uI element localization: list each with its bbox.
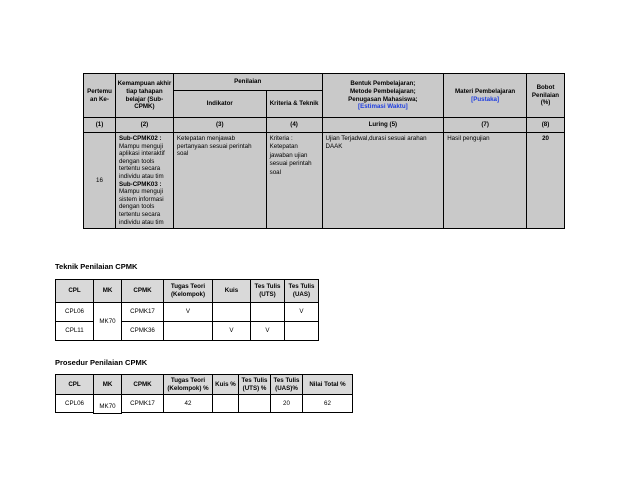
- materi-line1: Materi Pembelajaran: [455, 87, 516, 95]
- col-number: Luring (5): [322, 118, 444, 133]
- tugas-cell: 42: [164, 395, 213, 413]
- col-number: (8): [527, 118, 565, 133]
- prosedur-header: Tes Tulis (UTS) %: [239, 375, 271, 395]
- teknik-table: [55, 279, 319, 341]
- header-penilaian: Penilaian: [173, 74, 322, 91]
- uts-cell: [239, 395, 271, 413]
- teknik-header: Tes Tulis (UTS): [251, 280, 285, 303]
- cpl-cell: CPL06: [56, 395, 94, 413]
- teknik-header: MK: [94, 280, 122, 303]
- bentuk-line2: Metode Pembelajaran;: [350, 87, 416, 95]
- header-bobot: Bobot Penilaian (%): [527, 74, 565, 118]
- prosedur-header: Tes Tulis (UAS)%: [271, 375, 303, 395]
- cpmk-cell: CPMK17: [122, 303, 164, 322]
- table-row: [56, 303, 319, 322]
- bobot-value: 20: [527, 133, 565, 229]
- kuis-cell: V: [213, 322, 251, 341]
- prosedur-header: CPMK: [122, 375, 164, 395]
- table-row: [56, 395, 353, 413]
- sub-cpmk-cell: [115, 133, 173, 229]
- bentuk-line3: Penugasan Mahasiswa;: [348, 95, 418, 103]
- uts-cell: [251, 303, 285, 322]
- kuis-cell: [213, 395, 239, 413]
- prosedur-header: MK: [94, 375, 122, 395]
- teknik-header: CPMK: [122, 280, 164, 303]
- uts-cell: V: [251, 322, 285, 341]
- header-indikator: Indikator: [173, 91, 266, 118]
- header-materi: [444, 74, 527, 118]
- teknik-title: Teknik Penilaian CPMK: [55, 262, 138, 271]
- kuis-cell: [213, 303, 251, 322]
- uas-cell: 20: [271, 395, 303, 413]
- cpmk-cell: CPMK17: [122, 395, 164, 413]
- rps-table: [83, 73, 565, 229]
- teknik-header: Kuis: [213, 280, 251, 303]
- col-number: (2): [115, 118, 173, 133]
- teknik-header: CPL: [56, 280, 94, 303]
- materi-line2: [Pustaka]: [471, 95, 500, 103]
- materi-value: Hasil pengujian: [444, 133, 527, 229]
- col-number: (4): [266, 118, 322, 133]
- uas-cell: V: [285, 303, 319, 322]
- header-pertemuan: Pertemu an Ke-: [84, 74, 116, 118]
- mk-cell: MK70: [94, 395, 122, 414]
- prosedur-header: Tugas Teori (Kelompok) %: [164, 375, 213, 395]
- prosedur-title: Prosedur Penilaian CPMK: [55, 358, 148, 367]
- tugas-cell: V: [164, 303, 213, 322]
- header-kemampuan: Kemampuan akhir tiap tahapan belajar (Sub-CPMK): [115, 74, 173, 118]
- prosedur-header: CPL: [56, 375, 94, 395]
- teknik-header: Tugas Teori (Kelompok): [164, 280, 213, 303]
- cpl-cell: CPL06: [56, 303, 94, 322]
- sub-cpmk-text: Mampu menguji sistem informasi dengan tools tertentu secara individu atau tim: [118, 188, 164, 226]
- prosedur-table: [55, 374, 353, 414]
- sub-cpmk-text: Mampu menguji aplikasi interaktif dengan tools tertentu secara individu atau tim: [118, 142, 165, 180]
- prosedur-header: Nilai Total %: [303, 375, 353, 395]
- col-number: (7): [444, 118, 527, 133]
- cpl-cell: CPL11: [56, 322, 94, 341]
- total-cell: 62: [303, 395, 353, 413]
- cpmk-cell: CPMK36: [122, 322, 164, 341]
- col-number: (3): [173, 118, 266, 133]
- header-kriteria: Kriteria & Teknik: [266, 91, 322, 118]
- indikator-value: Ketepatan menjawab pertanyaan sesuai perintah soal: [173, 133, 266, 229]
- mk-cell: MK70: [94, 303, 122, 341]
- header-bentuk-pembelajaran: [322, 74, 444, 118]
- sub-cpmk-title: Sub-CPMK02 :: [118, 135, 162, 142]
- teknik-header: Tes Tulis (UAS): [285, 280, 319, 303]
- kriteria-value: Kriteria : Ketepatan jawaban ujian sesuai perintah soal: [266, 133, 322, 229]
- tugas-cell: [164, 322, 213, 341]
- uas-cell: [285, 322, 319, 341]
- pertemuan-value: 16: [84, 133, 116, 229]
- bentuk-line4: [Estimasi Waktu]: [358, 103, 408, 111]
- luring-value: Ujian Terjadwal,durasi sesuai arahan DAAK: [322, 133, 444, 229]
- sub-cpmk-title: Sub-CPMK03 :: [118, 180, 162, 188]
- bentuk-line1: Bentuk Pembelajaran;: [350, 80, 416, 88]
- prosedur-header: Kuis %: [213, 375, 239, 395]
- col-number: (1): [84, 118, 116, 133]
